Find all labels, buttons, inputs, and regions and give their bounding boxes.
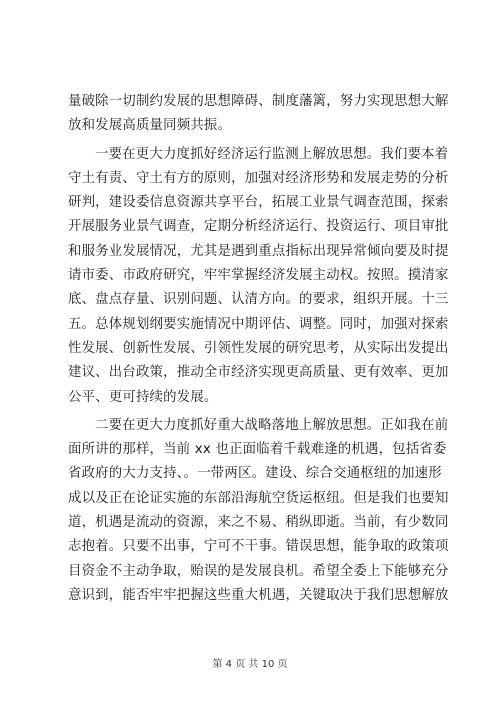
text-line: 开展服务业景气调查，定期分析经济运行、投资运行、项目审批 — [68, 219, 449, 235]
text-line: 公平、更可持续的发展。 — [68, 389, 218, 405]
text-line: 量破除一切制约发展的思想障碍、制度藩篱，努力实现思想大解 — [68, 94, 449, 109]
body-text — [68, 90, 449, 608]
text-line: 省政府的大力支持、。一带两区。建设、综合交通枢纽的加速形 — [68, 466, 442, 482]
text-line: 请市委、市政府研究，牢牢掌握经济发展主动权。按照。摸清家 — [68, 268, 449, 284]
text-line: 守土有责、守土有方的原则，加强对经济形势和发展走势的分析 — [68, 170, 449, 186]
text-line: 志抱着。只要不出事，宁可不干事。错误思想，能争取的政策项 — [68, 539, 449, 555]
text-line: 底、盘点存量、识别问题、认清方向。的要求，组织开展。十三 — [68, 292, 449, 308]
text-line: 一要在更大力度抓好经济运行监测上解放思想。我们要本着 — [95, 146, 449, 162]
page-number: 第 4 页 共 10 页 — [212, 659, 288, 670]
text-line: 放和发展高质量同频共振。 — [68, 118, 232, 134]
text-line: 意识到，能否牢牢把握这些重大机遇，关键取决于我们思想解放 — [68, 587, 449, 603]
text-line: 道，机遇是流动的资源，来之不易、稍纵即逝。当前，有少数同 — [68, 515, 449, 531]
text-line: 性发展、创新性发展、引领性发展的研究思考，从实际出发提出 — [68, 340, 449, 356]
text-line: 面所讲的那样，当前 xx 也正面临着千载难逢的机遇，包括省委 — [68, 442, 447, 458]
text-line: 和服务业发展情况，尤其是遇到重点指标出现异常倾向要及时提 — [68, 243, 449, 259]
text-line: 二要在更大力度抓好重大战略落地上解放思想。正如我在前 — [95, 417, 449, 433]
text-line: 成以及正在论证实施的东部沿海航空货运枢纽。但是我们也要知 — [68, 490, 449, 506]
page-footer — [0, 655, 500, 670]
text-line: 五。总体规划纲要实施情况中期评估、调整。同时，加强对探索 — [68, 316, 449, 332]
text-line: 研判，建设委信息资源共享平台，拓展工业景气调查范围，探索 — [68, 195, 449, 211]
text-line: 目资金不主动争取，贻误的是发展良机。希望全委上下能够充分 — [68, 563, 449, 579]
text-line: 建议、出台政策，推动全市经济实现更高质量、更有效率、更加 — [68, 365, 449, 381]
